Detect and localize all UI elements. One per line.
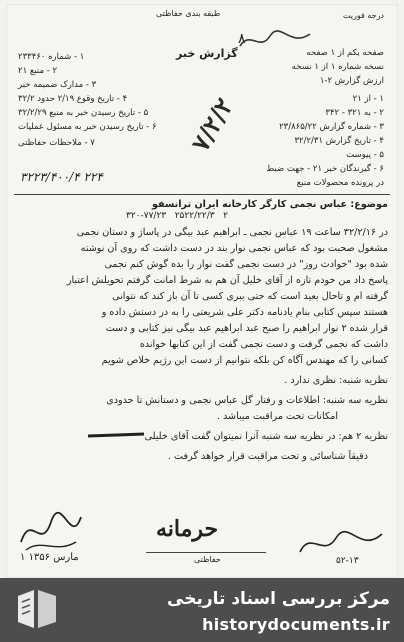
center-signature: حرمانه xyxy=(156,516,219,542)
top-signature-scribble xyxy=(236,26,316,56)
form-left-row: ۵ - تاریخ رسیدن خبر به منبع ۳۲/۲/۲۹ xyxy=(18,108,149,118)
strike-scribble xyxy=(86,428,146,444)
header-title: طبقه بندی حفاظتی xyxy=(156,9,221,18)
archive-title: مرکز بررسی اسناد تاریخی xyxy=(167,589,390,609)
subject-line: موضوع: عباس نجمی کارگر کارخانه ایران ترانسفو xyxy=(151,199,388,210)
body-line: امکانات تحت مراقبت میباشد . xyxy=(216,411,338,422)
body-line: گرفته ام و تاحال بعید است که حتی ببری کسی تا آن باز کند که نتوانی xyxy=(112,291,388,302)
form-right-row: نسخه شماره ۱ از ۱ نسخه xyxy=(291,62,384,72)
diagonal-handwritten-number: ۷/۲/۲ xyxy=(185,92,239,157)
form-right-row: ۲ - به ۳۲۱ - ۳۴۲ xyxy=(325,108,384,118)
body-line: دقیقاً شناسائی و تحت مراقبت قرار خواهد گرفت . xyxy=(167,451,368,462)
form-right-row: ۱ - از ۲۱ xyxy=(352,94,384,104)
body-line: داشت که نجمی گرفت و دست نجمی گفت از این کتابها خوانده xyxy=(139,339,388,350)
document-page xyxy=(6,4,398,578)
center-signature-label: حفاظتی xyxy=(194,555,221,564)
body-line: نظریه سه شنبه: اطلاعات و رفتار گل عباس نجمی و دستانش تا حدودی xyxy=(106,395,388,406)
form-right-row: در پرونده محصولات منبع xyxy=(296,178,384,188)
report-number: ۸ xyxy=(238,31,246,47)
body-line: کسانی را که مهندس آگاه کن بلکه نتوانیم از دست این رژیم خلاص شویم xyxy=(101,355,388,366)
body-line: در ۳۲/۲/۱۶ ساعت ۱۹ عباس نجمی ـ ابراهیم عبد بیگی در پاساژ و دستان نجمی xyxy=(76,227,388,238)
archive-logo-icon xyxy=(12,586,62,634)
form-right-row: ۳ - شماره گزارش ۲۳/۸۶۵/۲۲ xyxy=(279,122,384,132)
signature-underline xyxy=(146,552,266,553)
archive-footer-banner xyxy=(0,578,404,642)
form-left-row: ۱ - شماره ۲۳۳۴۶۰ xyxy=(18,52,85,62)
body-line: قرار شده ۲ نوار ابراهیم را صبح عبد ابراهیم عبد بیگی نیز کتابی و دست xyxy=(105,323,388,334)
body-line: نظریه ۲ هم: در نظریه سه شنبه آنرا نمیتوان گفت آقای خلیلی xyxy=(144,431,388,442)
form-right-row: صفحه یکم از ۱ صفحه xyxy=(306,48,384,58)
form-left-row: ۴ - تاریخ وقوع ۲/۱۹ حدود ۳۲/۲ xyxy=(18,94,128,104)
handwritten-reference: ۳۲۲۳/۴۰۰/۴ ۲۲۴ xyxy=(20,170,103,184)
form-right-row: ۴ - تاریخ گزارش ۳۲/۲/۳۱ xyxy=(294,136,384,146)
form-left-row: ۳ - مدارک ضمیمه خبر xyxy=(18,80,97,90)
body-line: شده بود "حوادث روز" در دست نجمی گفت نوار را بده گوش کنم نجمی xyxy=(104,259,388,270)
form-left-row: ۷ - ملاحظات حفاظتی xyxy=(18,138,95,148)
body-line: پاسخ داد من خودم تازه از آقای خلیل آن هم به شرط امانت گرفتم تحویلش اعتبار xyxy=(66,275,388,286)
bottom-left-note: ۱ مارس ۱۳۵۶ xyxy=(20,552,79,563)
form-right-row: ۶ - گیرندگان خبر ۲۱ - جهت ضبط xyxy=(266,164,384,174)
archive-url-link[interactable]: historydocuments.ir xyxy=(202,615,390,634)
form-right-row: ارزش گزارش ۲-۱ xyxy=(319,76,384,86)
classification-label: درجه فوریت xyxy=(342,11,384,20)
bottom-left-signature xyxy=(16,502,86,558)
form-right-row: ۵ - پیوست xyxy=(346,150,384,160)
form-left-row: ۲ - منبع ۲۱ xyxy=(18,66,58,76)
report-label: گزارش خبر xyxy=(176,47,238,60)
body-line: مشغول صحبت بود که عباس نجمی نوار بند در دست داشت که روی آن نوشته xyxy=(80,243,388,254)
form-left-row: ۶ - تاریخ رسیدن خبر به مسئول عملیات xyxy=(18,122,157,132)
body-line: نظریه شنبه: نظری ندارد . xyxy=(284,375,388,386)
form-divider xyxy=(14,194,390,195)
body-line: هستند سپس کتابی بنام یادنامه دکتر علی شریعتی را به در دستش داده و xyxy=(101,307,388,318)
subject-reference: ۳۲۰-۷۷/۲۳ ۲۵۲۲/۲۲/۳ ۲ xyxy=(126,211,229,221)
bottom-right-note: ۵۲-۱۳ xyxy=(336,556,359,566)
